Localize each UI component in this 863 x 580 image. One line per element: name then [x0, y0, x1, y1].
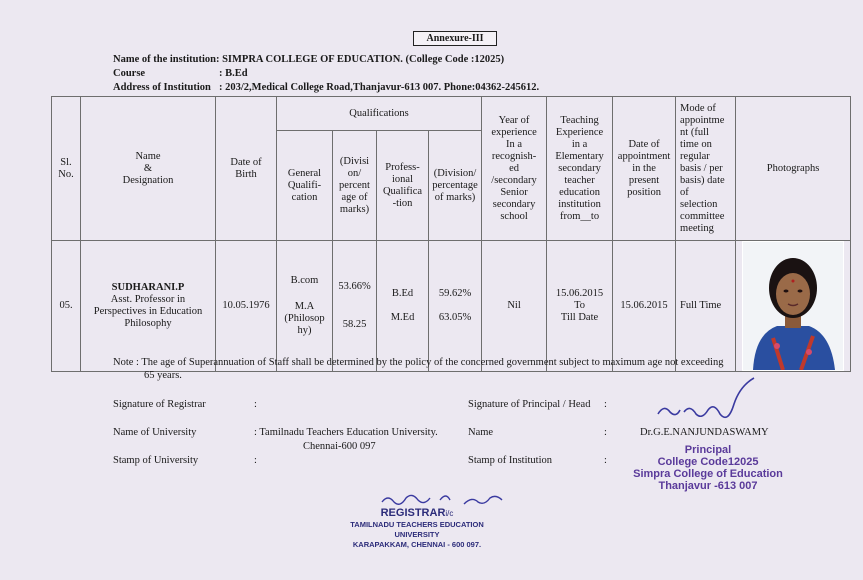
- table-header-row: [52, 97, 851, 131]
- principal-name-colon: :: [604, 427, 607, 438]
- registrar-stamp-line-1: REGISTRAR: [380, 507, 446, 519]
- course-line: [113, 67, 539, 81]
- institution-header: [113, 53, 539, 95]
- division-2-value-1: 59.62%: [438, 288, 472, 299]
- header-teaching-experience: Teaching Experience in a Elementary secondary teacher education institution from__to: [547, 97, 613, 241]
- header-professional-qualification: Profess- ional Qualifica -tion: [377, 131, 429, 241]
- principal-stamp: [633, 444, 783, 492]
- university-name-value: : Tamilnadu Teachers Education University.: [254, 427, 438, 438]
- cell-photograph: [736, 241, 851, 372]
- principal-signature-colon: :: [604, 399, 607, 410]
- header-date-of-appointment: Date of appointment in the present position: [613, 97, 676, 241]
- header-photographs: Photographs: [736, 97, 851, 241]
- cell-date-of-birth: 10.05.1976: [216, 241, 277, 372]
- registrar-stamp-suffix: i/c: [445, 509, 454, 518]
- header-general-qualification: General Qualifi- cation: [277, 131, 333, 241]
- cell-name-designation: [81, 241, 216, 372]
- institution-stamp-label: Stamp of Institution: [468, 455, 552, 466]
- general-qual-2: M.A (Philosop hy): [284, 301, 325, 336]
- portrait-image: [743, 242, 843, 370]
- address-label: Address of Institution: [113, 82, 211, 93]
- header-date-of-birth: Date of Birth: [216, 97, 277, 241]
- division-2-value-2: 63.05%: [438, 312, 472, 323]
- university-name-label: Name of University: [113, 427, 197, 438]
- table-row: [52, 241, 851, 372]
- staff-photograph: [742, 241, 844, 371]
- header-sl-no: Sl. No.: [52, 97, 81, 241]
- cell-division-2: [429, 241, 482, 372]
- principal-signature-label: Signature of Principal / Head: [468, 399, 591, 410]
- header-qualifications: Qualifications: [277, 97, 482, 131]
- university-stamp-label: Stamp of University: [113, 455, 199, 466]
- institution-name-line: [113, 53, 539, 67]
- institution-stamp-colon: :: [604, 455, 607, 466]
- division-1-value-2: 58.25: [342, 319, 367, 330]
- university-city: Chennai-600 097: [303, 441, 376, 452]
- cell-mode-of-appointment: Full Time: [676, 241, 736, 372]
- course-label: Course: [113, 68, 146, 79]
- header-division-2: (Division/ percentage of marks): [429, 131, 482, 241]
- principal-stamp-line-4: Thanjavur -613 007: [658, 480, 758, 492]
- registrar-stamp-line-2: TAMILNADU TEACHERS EDUCATION UNIVERSITY: [350, 520, 484, 539]
- principal-stamp-line-1: Principal: [684, 444, 732, 456]
- registrar-signature-colon: :: [254, 399, 257, 410]
- cell-experience: Nil: [482, 241, 547, 372]
- principal-stamp-line-2: College Code12025: [657, 456, 759, 468]
- cell-date-of-appointment: 15.06.2015: [613, 241, 676, 372]
- cell-professional-qualification: [377, 241, 429, 372]
- prof-qual-1: B.Ed: [391, 288, 414, 299]
- address-value: : 203/2,Medical College Road,Thanjavur-613 007. Phone:04362-245612.: [219, 82, 540, 93]
- cell-teaching-experience: 15.06.2015 To Till Date: [547, 241, 613, 372]
- note-line-2: 65 years.: [144, 370, 182, 381]
- division-1-value-1: 53.66%: [338, 281, 371, 292]
- registrar-stamp-line-3: KARAPAKKAM, CHENNAI - 600 097.: [352, 540, 482, 549]
- header-name-designation: Name & Designation: [81, 97, 216, 241]
- staff-designation: Asst. Professor in Perspectives in Education Philosophy: [93, 294, 203, 329]
- cell-division-1: [333, 241, 377, 372]
- principal-name-value: Dr.G.E.NANJUNDASWAMY: [640, 427, 769, 438]
- general-qual-1: B.com: [290, 275, 319, 286]
- institution-name-value: SIMPRA COLLEGE OF EDUCATION. (College Code :12025): [222, 54, 505, 65]
- cell-general-qualification: [277, 241, 333, 372]
- header-division-1: (Divisi on/ percent age of marks): [333, 131, 377, 241]
- staff-name: SUDHARANI.P: [111, 282, 185, 293]
- registrar-signature-label: Signature of Registrar: [113, 399, 206, 410]
- header-experience: Year of experience In a recognish- ed /secondary Senior secondary school: [482, 97, 547, 241]
- cell-sl-no: 05.: [52, 241, 81, 372]
- address-line: [113, 81, 539, 95]
- university-stamp-colon: :: [254, 455, 257, 466]
- header-mode-of-appointment: Mode of appointme nt (full time on regular basis / per basis) date of selection committee meeting: [676, 97, 736, 241]
- note-line-1: Note : The age of Superannuation of Staff shall be determined by the policy of the concerned government subject to maximum age not exceeding: [113, 357, 724, 368]
- principal-signature-scribble: [650, 374, 760, 430]
- course-value: : B.Ed: [219, 68, 248, 79]
- institution-name-label: Name of the institution:: [113, 54, 220, 65]
- prof-qual-2: M.Ed: [390, 312, 415, 323]
- staff-table: [51, 96, 851, 372]
- principal-name-label: Name: [468, 427, 494, 438]
- registrar-stamp: [331, 507, 503, 550]
- annexure-label: Annexure-III: [413, 31, 497, 46]
- registrar-stamp-title: [331, 507, 503, 520]
- principal-stamp-line-3: Simpra College of Education: [633, 468, 783, 480]
